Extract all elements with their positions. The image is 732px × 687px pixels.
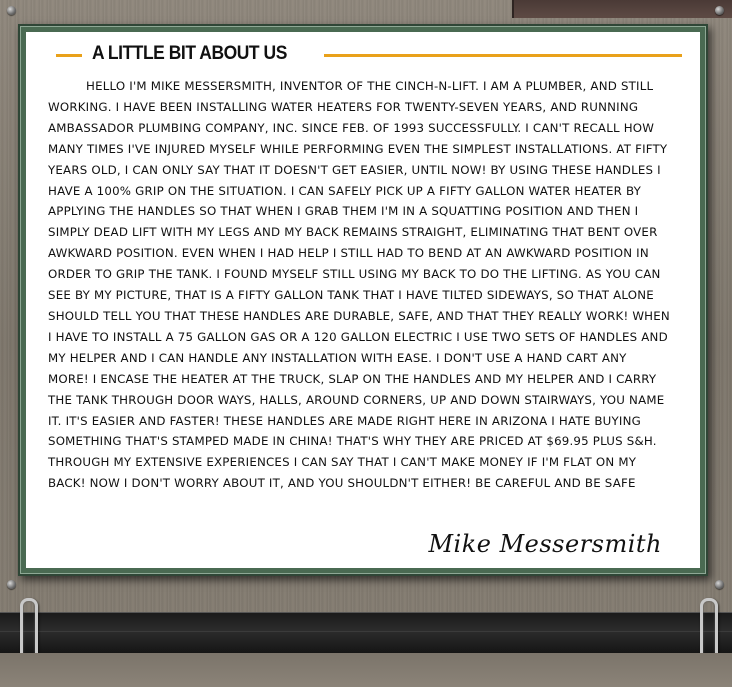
screw-icon: [715, 580, 724, 589]
heading-rule-left: [56, 54, 82, 57]
signature: Mike Messersmith: [428, 530, 662, 558]
bottom-background: [0, 653, 732, 687]
black-rail: [0, 612, 732, 654]
screw-icon: [7, 6, 16, 15]
heading-rule-right: [324, 54, 682, 57]
section-heading: [56, 44, 682, 66]
about-panel: [18, 24, 708, 576]
screw-icon: [7, 580, 16, 589]
about-body-text: HELLO I'M MIKE MESSERSMITH, INVENTOR OF THE CINCH-N-LIFT. I AM A PLUMBER, AND STILL WORKING. I HAVE BEEN INSTALLING WATER HEATERS FOR TWENTY-SEVEN YEARS, AND RUNNING AMBASSADOR PLUMBING COMPANY, INC. SINCE FEB. OF 1993 SUCCESSFULLY. I CAN'T RECALL HOW MANY TIMES I'VE INJURED MYSELF WHILE PERFORMING EVEN THE SIMPLEST INSTALLATIONS. AT FIFTY YEARS OLD, I CAN ONLY SAY THAT IT DOESN'T GET EASIER, UNTIL NOW! BY USING THESE HANDLES I HAVE A 100% GRIP ON THE SITUATION. I CAN SAFELY PICK UP A FIFTY GALLON WATER HEATER BY APPLYING THE HANDLES SO THAT WHEN I GRAB THEM I'M IN A SQUATTING POSITION AND THEN I SIMPLY DEAD LIFT WITH MY LEGS AND MY BACK REMAINS STRAIGHT, ELIMINATING THAT BENT OVER AWKWARD POSITION. EVEN WHEN I HAD HELP I STILL HAD TO BEND AT AN AWKWARD POSITION IN ORDER TO GRIP THE TANK. I FOUND MYSELF STILL USING MY BACK TO DO THE LIFTING. AS YOU CAN SEE BY MY PICTURE, THAT IS A FIFTY GALLON TANK THAT I HAVE TILTED SIDEWAYS, SO THAT ALONE SHOULD TELL YOU THAT THESE HANDLES ARE DURABLE, SAFE, AND THAT THEY REALLY WORK! WHEN I HAVE TO INSTALL A 75 GALLON GAS OR A 120 GALLON ELECTRIC I USE TWO SETS OF HANDLES AND MY HELPER AND I CAN HANDLE ANY INSTALLATION WITH EASE. I DON'T USE A HAND CART ANY MORE! I ENCASE THE HEATER AT THE TRUCK, SLAP ON THE HANDLES AND MY HELPER AND I CARRY THE TANK THROUGH DOOR WAYS, HALLS, AROUND CORNERS, UP AND DOWN STAIRWAYS, YOU NAME IT. IT'S EASIER AND FASTER! THESE HANDLES ARE MADE RIGHT HERE IN ARIZONA I HATE BUYING SOMETHING THAT'S STAMPED MADE IN CHINA! THAT'S WHY THEY ARE PRICED AT $69.95 PLUS S&H. THROUGH MY EXTENSIVE EXPERIENCES I CAN SAY THAT I CAN'T MAKE MONEY IF I'M FLAT ON MY BACK! NOW I DON'T WORRY ABOUT IT, AND YOU SHOULDN'T EITHER! BE CAREFUL AND BE SAFE: [48, 79, 670, 491]
screw-icon: [715, 6, 724, 15]
section-title: A LITTLE BIT ABOUT US: [92, 43, 287, 64]
about-panel-content: [26, 32, 700, 568]
top-strip: [512, 0, 732, 18]
